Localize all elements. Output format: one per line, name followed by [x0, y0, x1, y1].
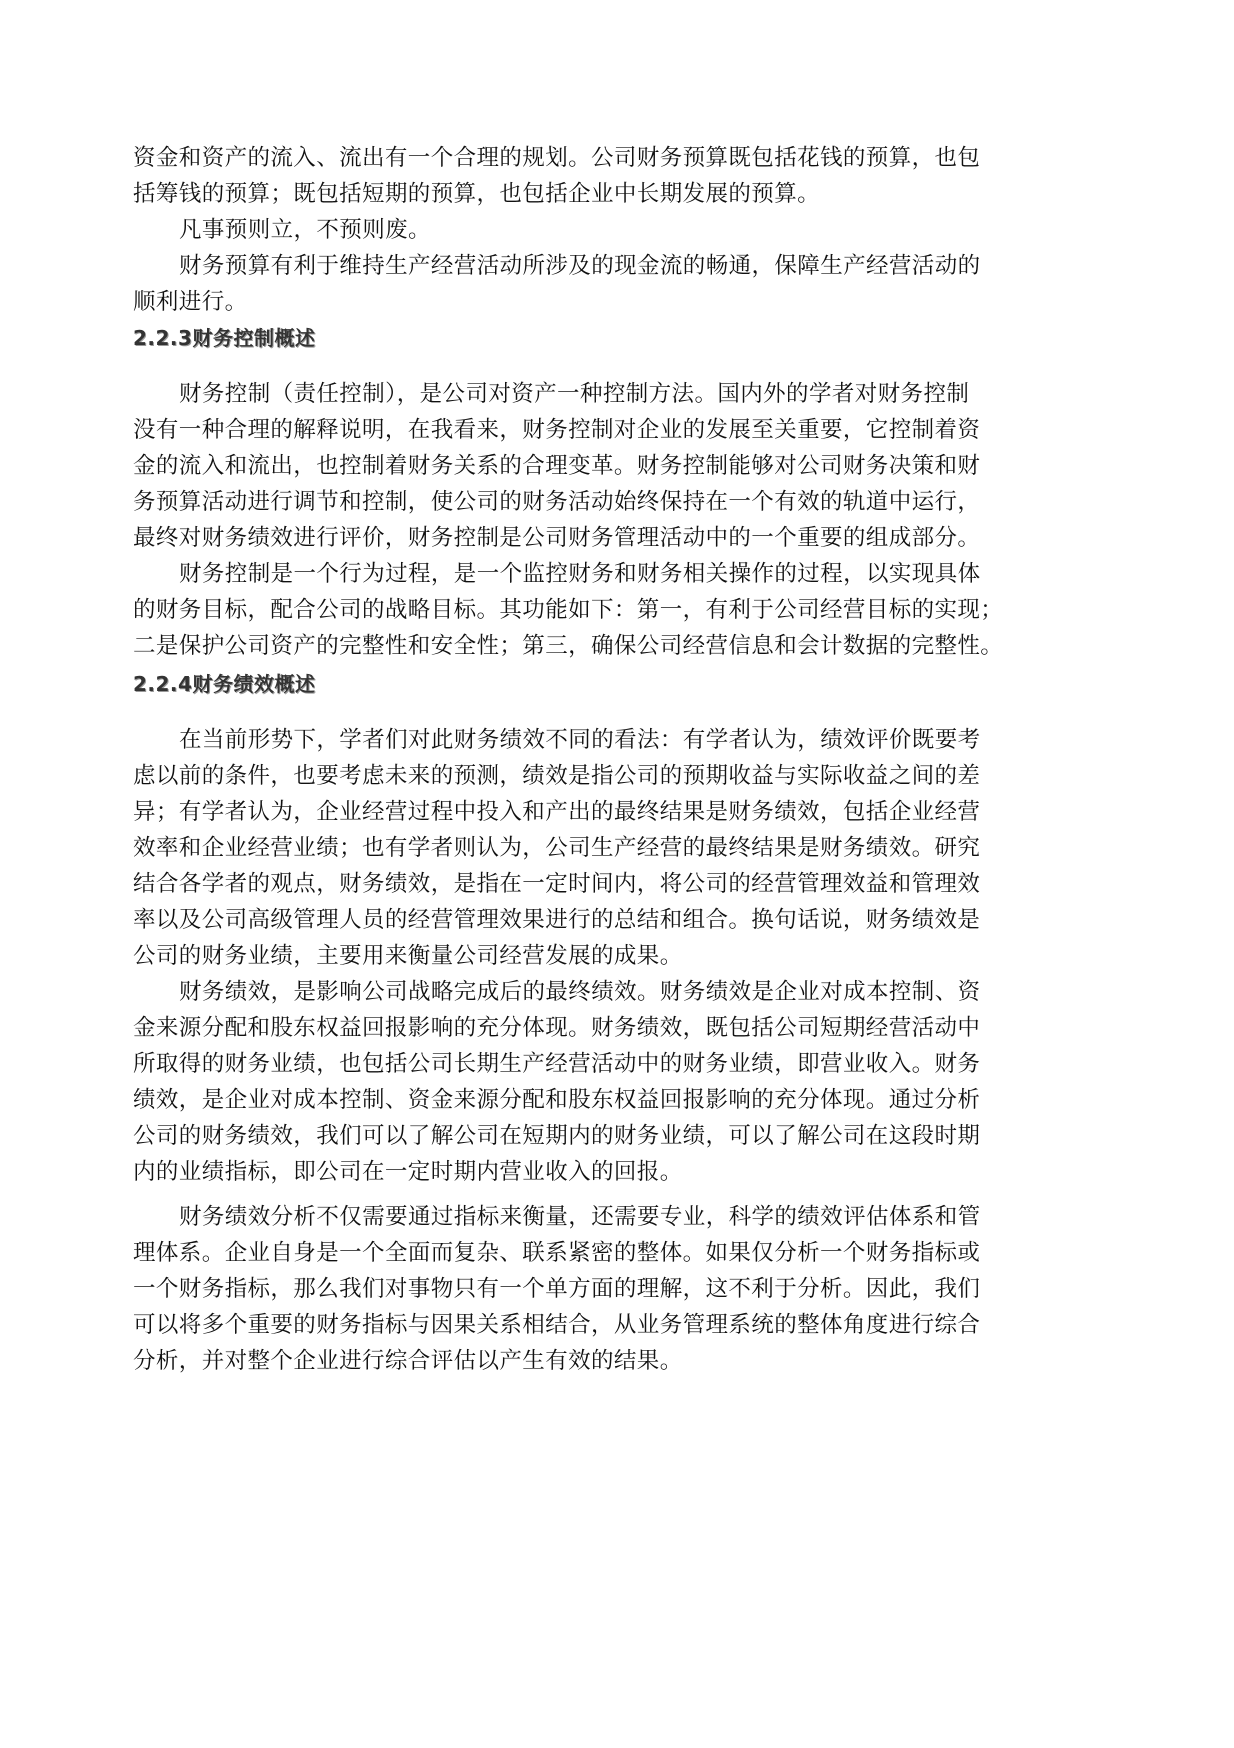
text-line: 异；有学者认为，企业经营过程中投入和产出的最终结果是财务绩效，包括企业经营	[133, 799, 981, 825]
paragraph-budget	[133, 140, 993, 320]
text-line: 公司的财务绩效，我们可以了解公司在短期内的财务业绩，可以了解公司在这段时期	[133, 1123, 981, 1149]
text-line: 理体系。企业自身是一个全面而复杂、联系紧密的整体。如果仅分析一个财务指标或	[133, 1240, 981, 1266]
text-line: 没有一种合理的解释说明，在我看来，财务控制对企业的发展至关重要，它控制着资	[133, 417, 981, 443]
text-line: 公司的财务业绩，主要用来衡量公司经营发展的成果。	[133, 943, 683, 969]
text-line: 虑以前的条件，也要考虑未来的预测，绩效是指公司的预期收益与实际收益之间的差	[133, 763, 981, 789]
text-line: 一个财务指标，那么我们对事物只有一个单方面的理解，这不利于分析。因此，我们	[133, 1276, 981, 1302]
section-heading-2-2-4: 2.2.4财务绩效概述	[133, 672, 316, 696]
text-line: 金来源分配和股东权益回报影响的充分体现。财务绩效，既包括公司短期经营活动中	[133, 1015, 981, 1041]
text-line: 所取得的财务业绩，也包括公司长期生产经营活动中的财务业绩，即营业收入。财务	[133, 1051, 981, 1077]
text-line: 财务预算有利于维持生产经营活动所涉及的现金流的畅通，保障生产经营活动的	[179, 253, 981, 279]
text-line: 率以及公司高级管理人员的经营管理效果进行的总结和组合。换句话说，财务绩效是	[133, 907, 981, 933]
text-line: 顺利进行。	[133, 289, 248, 315]
text-line: 分析，并对整个企业进行综合评估以产生有效的结果。	[133, 1348, 683, 1374]
text-line: 财务绩效，是影响公司战略完成后的最终绩效。财务绩效是企业对成本控制、资	[179, 979, 981, 1005]
text-line: 的财务目标，配合公司的战略目标。其功能如下：第一，有利于公司经营目标的实现；	[133, 597, 1004, 623]
text-line: 可以将多个重要的财务指标与因果关系相结合，从业务管理系统的整体角度进行综合	[133, 1312, 981, 1338]
paragraph-financial-performance	[133, 722, 993, 1190]
text-line: 务预算活动进行调节和控制，使公司的财务活动始终保持在一个有效的轨道中运行，	[133, 489, 981, 515]
text-line: 财务绩效分析不仅需要通过指标来衡量，还需要专业，科学的绩效评估体系和管	[179, 1204, 981, 1230]
text-line: 财务控制是一个行为过程，是一个监控财务和财务相关操作的过程，以实现具体	[179, 561, 981, 587]
text-line: 内的业绩指标，即公司在一定时期内营业收入的回报。	[133, 1159, 683, 1185]
section-heading-2-2-3: 2.2.3财务控制概述	[133, 326, 316, 350]
text-line: 金的流入和流出，也控制着财务关系的合理变革。财务控制能够对公司财务决策和财	[133, 453, 981, 479]
text-line: 财务控制（责任控制），是公司对资产一种控制方法。国内外的学者对财务控制	[179, 381, 970, 407]
text-line: 资金和资产的流入、流出有一个合理的规划。公司财务预算既包括花钱的预算，也包	[133, 145, 981, 171]
text-line: 括筹钱的预算；既包括短期的预算，也包括企业中长期发展的预算。	[133, 181, 821, 207]
text-line: 凡事预则立，不预则废。	[179, 217, 431, 243]
text-line: 结合各学者的观点，财务绩效，是指在一定时间内，将公司的经营管理效益和管理效	[133, 871, 981, 897]
text-line: 二是保护公司资产的完整性和安全性；第三，确保公司经营信息和会计数据的完整性。	[133, 633, 1004, 659]
paragraph-performance-analysis	[133, 1199, 993, 1379]
text-line: 在当前形势下，学者们对此财务绩效不同的看法：有学者认为，绩效评价既要考	[179, 727, 981, 753]
text-line: 绩效，是企业对成本控制、资金来源分配和股东权益回报影响的充分体现。通过分析	[133, 1087, 981, 1113]
paragraph-financial-control	[133, 376, 1004, 664]
text-line: 最终对财务绩效进行评价，财务控制是公司财务管理活动中的一个重要的组成部分。	[133, 525, 981, 551]
text-line: 效率和企业经营业绩；也有学者则认为，公司生产经营的最终结果是财务绩效。研究	[133, 835, 981, 861]
